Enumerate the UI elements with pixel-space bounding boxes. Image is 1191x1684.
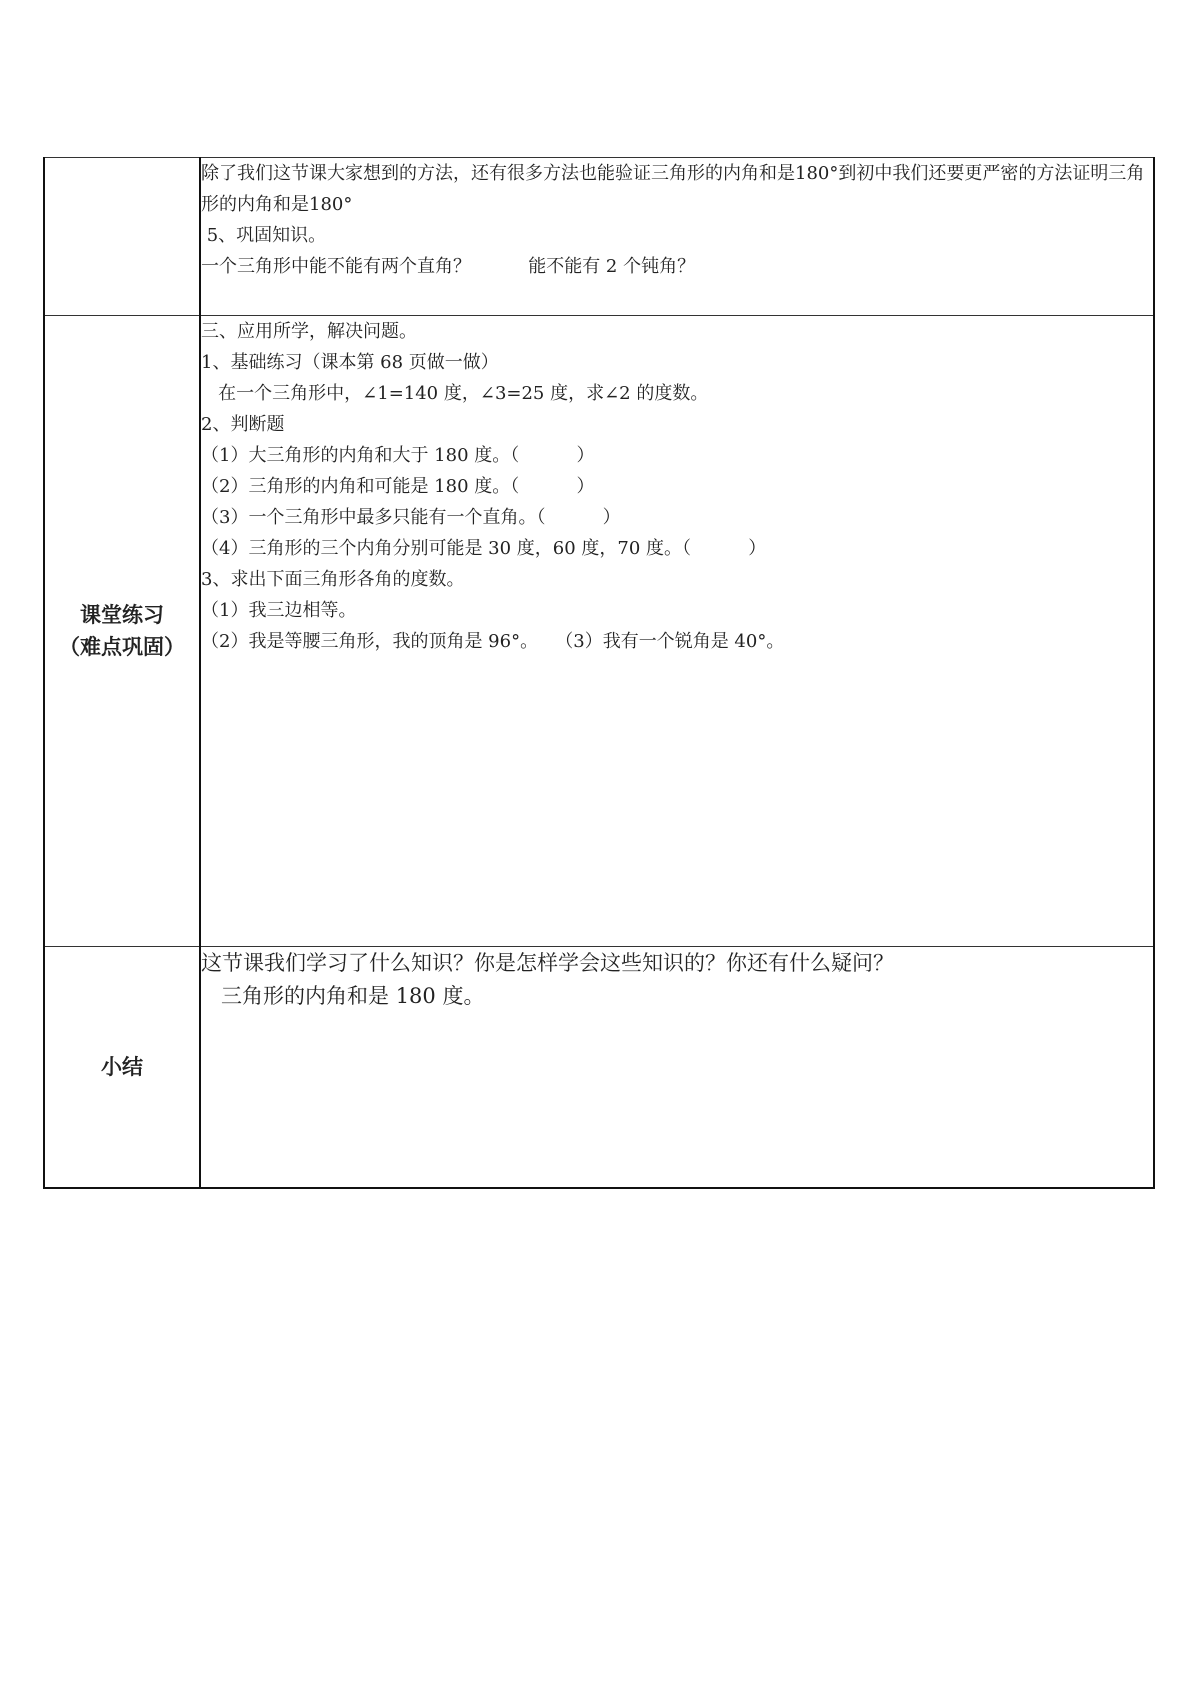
label-line: 课堂练习 — [80, 603, 164, 627]
table-row — [44, 316, 1154, 947]
text-line: 一个三角形中能不能有两个直角？ 能不能有 2 个钝角？ — [201, 256, 696, 277]
row-label-empty — [44, 158, 200, 316]
text-line: （3）一个三角形中最多只能有一个直角。（ ） — [201, 507, 621, 528]
content-cell-summary — [200, 947, 1154, 1189]
text-line: 2、判断题 — [201, 414, 285, 435]
row-label-practice — [44, 316, 200, 947]
label-line: （难点巩固） — [59, 635, 185, 659]
content-cell-practice — [200, 316, 1154, 947]
table-row — [44, 158, 1154, 316]
text-line: 5、巩固知识。 — [201, 225, 327, 246]
table-row — [44, 947, 1154, 1189]
text-line: （4）三角形的三个内角分别可能是 30 度，60 度，70 度。（ ） — [201, 538, 767, 559]
text-line: （1）大三角形的内角和大于 180 度。（ ） — [201, 445, 595, 466]
text-line: （2）三角形的内角和可能是 180 度。（ ） — [201, 476, 595, 497]
text-line: 这节课我们学习了什么知识？你是怎样学会这些知识的？你还有什么疑问？ — [201, 951, 894, 975]
text-line: 在一个三角形中，∠1=140 度，∠3=25 度，求∠2 的度数。 — [201, 383, 709, 404]
text-line: 1、基础练习（课本第 68 页做一做） — [201, 352, 499, 373]
text-line: （1）我三边相等。 — [201, 600, 357, 621]
text-line: 3、求出下面三角形各角的度数。 — [201, 569, 465, 590]
label-line: 小结 — [101, 1055, 143, 1079]
content-cell-conclusion — [200, 158, 1154, 316]
text-line: 除了我们这节课大家想到的方法，还有很多方法也能验证三角形的内角和是180°到初中我们还要更严密的方法证明三角形的内角和是180° — [201, 163, 1145, 215]
lesson-plan-table — [43, 157, 1155, 1189]
text-line: 三、应用所学，解决问题。 — [201, 321, 417, 342]
row-label-summary — [44, 947, 200, 1189]
text-line: 三角形的内角和是 180 度。 — [201, 984, 485, 1008]
text-line: （2）我是等腰三角形，我的顶角是 96°。 （3）我有一个锐角是 40°。 — [201, 631, 785, 652]
